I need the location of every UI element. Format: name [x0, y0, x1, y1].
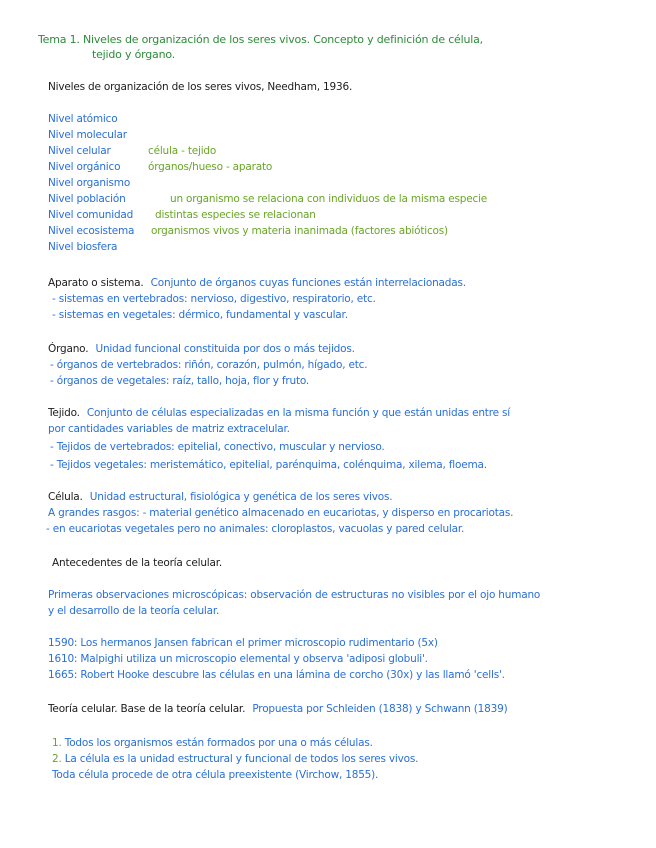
aparato-bullet: - sistemas en vertebrados: nervioso, digestivo, respiratorio, etc. — [52, 293, 376, 305]
history-event: 1610: Malpighi utiliza un microscopio elemental y observa 'adiposi globuli'. — [48, 653, 428, 665]
point-text: Todos los organismos están formados por una o más células. — [64, 737, 373, 749]
teoria-point — [52, 736, 373, 750]
teoria-point — [52, 752, 418, 766]
nivel-ecosistema-row — [48, 224, 448, 238]
teoria-definition — [48, 702, 508, 716]
celula-definition — [48, 490, 392, 504]
nivel-name: Nivel población — [48, 193, 126, 205]
nivel-molecular-row — [48, 128, 127, 142]
teoria-point — [52, 768, 378, 782]
celula-line: - en eucariotas vegetales pero no animales: cloroplastos, vacuolas y pared celular. — [46, 523, 465, 535]
nivel-name: Nivel comunidad — [48, 209, 134, 221]
page-title-line-2: tejido y órgano. — [92, 48, 175, 61]
teoria-term: Teoría celular. Base de la teoría celular. — [48, 703, 246, 715]
nivel-note: órganos/hueso - aparato — [148, 161, 273, 173]
nivel-name: Nivel ecosistema — [48, 225, 135, 237]
nivel-poblacion-row — [48, 192, 488, 206]
point-text: La célula es la unidad estructural y funcional de todos los seres vivos. — [64, 753, 419, 765]
history-event: 1665: Robert Hooke descubre las células en una lámina de corcho (30x) y las llamó 'cells'. — [48, 669, 505, 681]
point-number: 1. — [52, 737, 62, 749]
nivel-name: Nivel molecular — [48, 129, 127, 141]
nivel-name: Nivel orgánico — [48, 161, 121, 173]
organo-definition — [48, 342, 355, 356]
nivel-celular-row — [48, 144, 217, 158]
tejido-definition — [48, 406, 510, 420]
celula-line: A grandes rasgos: - material genético almacenado en eucariotas, y disperso en procariotas. — [48, 507, 514, 519]
teoria-by: Propuesta por Schleiden (1838) y Schwann (1839) — [252, 703, 508, 715]
history-event: 1590: Los hermanos Jansen fabrican el primer microscopio rudimentario (5x) — [48, 637, 438, 649]
nivel-name: Nivel celular — [48, 145, 111, 157]
celula-term: Célula. — [48, 491, 83, 503]
nivel-atomico-row — [48, 112, 117, 126]
organo-def: Unidad funcional constituida por dos o más tejidos. — [95, 343, 355, 355]
nivel-name: Nivel biosfera — [48, 241, 118, 253]
nivel-note: un organismo se relaciona con individuos de la misma especie — [170, 193, 488, 205]
aparato-bullet: - sistemas en vegetales: dérmico, fundamental y vascular. — [52, 309, 348, 321]
antecedentes-intro: Primeras observaciones microscópicas: observación de estructuras no visibles por el ojo humano — [48, 589, 541, 601]
antecedentes-intro-cont: y el desarrollo de la teoría celular. — [48, 605, 220, 617]
nivel-organismo-row — [48, 176, 130, 190]
tejido-bullet: - Tejidos vegetales: meristemático, epitelial, parénquima, colénquima, xilema, floema. — [50, 459, 487, 471]
page-title-line-1: Tema 1. Niveles de organización de los seres vivos. Concepto y definición de célula, — [38, 33, 483, 46]
aparato-def: Conjunto de órganos cuyas funciones están interrelacionadas. — [150, 277, 466, 289]
tejido-bullet: - Tejidos de vertebrados: epitelial, conectivo, muscular y nervioso. — [50, 441, 385, 453]
tejido-term: Tejido. — [48, 407, 80, 419]
organo-term: Órgano. — [48, 343, 89, 355]
tejido-def: Conjunto de células especializadas en la misma función y que están unidas entre sí — [86, 407, 510, 419]
nivel-note: célula - tejido — [148, 145, 217, 157]
aparato-term: Aparato o sistema. — [48, 277, 144, 289]
point-number: 2. — [52, 753, 62, 765]
antecedentes-heading: Antecedentes de la teoría celular. — [52, 557, 223, 569]
organo-bullet: - órganos de vertebrados: riñón, corazón, pulmón, hígado, etc. — [50, 359, 368, 371]
niveles-heading: Niveles de organización de los seres vivos, Needham, 1936. — [48, 81, 353, 93]
point-text: Toda célula procede de otra célula preexistente (Virchow, 1855). — [52, 769, 379, 781]
organo-bullet: - órganos de vegetales: raíz, tallo, hoja, flor y fruto. — [50, 375, 310, 387]
nivel-biosfera-row — [48, 240, 117, 254]
tejido-def-cont: por cantidades variables de matriz extracelular. — [48, 423, 290, 435]
nivel-note: distintas especies se relacionan — [155, 209, 316, 221]
aparato-definition — [48, 276, 466, 290]
nivel-note: organismos vivos y materia inanimada (factores abióticos) — [151, 225, 448, 237]
nivel-organico-row — [48, 160, 273, 174]
nivel-comunidad-row — [48, 208, 316, 222]
nivel-name: Nivel organismo — [48, 177, 131, 189]
nivel-name: Nivel atómico — [48, 113, 118, 125]
celula-def: Unidad estructural, fisiológica y genética de los seres vivos. — [89, 491, 393, 503]
